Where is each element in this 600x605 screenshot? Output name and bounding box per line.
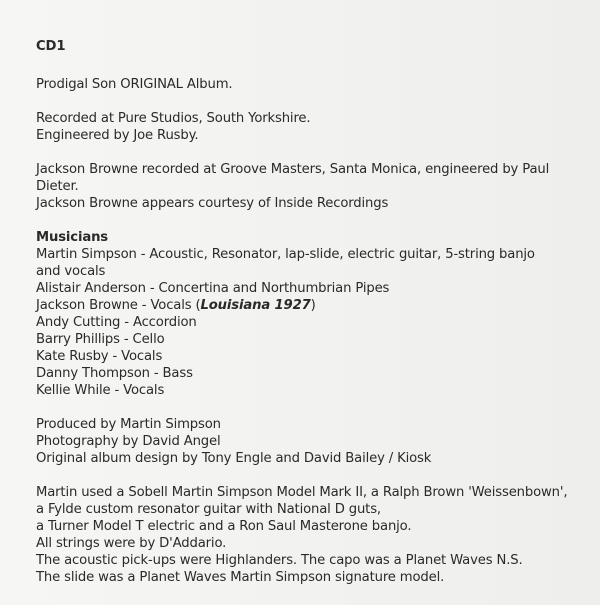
musician-martin-simpson-2: and vocals <box>36 264 106 279</box>
cd-label: CD1 <box>36 39 66 54</box>
musicians-heading: Musicians <box>36 230 109 245</box>
recording-studio: Recorded at Pure Studios, South Yorkshire. <box>36 111 311 126</box>
musician-kate-rusby: Kate Rusby - Vocals <box>36 349 163 364</box>
equipment-line-3: a Turner Model T electric and a Ron Saul Masterone banjo. <box>36 519 412 534</box>
equipment-line-5: The acoustic pick-ups were Highlanders. The capo was a Planet Waves N.S. <box>36 553 523 568</box>
musician-jackson-browne <box>36 297 576 314</box>
musician-andy-cutting: Andy Cutting - Accordion <box>36 315 197 330</box>
equipment-line-2: a Fylde custom resonator guitar with National D guts, <box>36 502 381 517</box>
producer-credit: Produced by Martin Simpson <box>36 417 221 432</box>
guest-recording-line-1: Jackson Browne recorded at Groove Masters, Santa Monica, engineered by Paul <box>36 162 550 177</box>
album-line: Prodigal Son ORIGINAL Album. <box>36 77 233 92</box>
recording-engineer: Engineered by Joe Rusby. <box>36 128 199 143</box>
equipment-line-1: Martin used a Sobell Martin Simpson Model Mark II, a Ralph Brown 'Weissenbown', <box>36 485 568 500</box>
design-credit: Original album design by Tony Engle and David Bailey / Kiosk <box>36 451 432 466</box>
equipment-line-4: All strings were by D'Addario. <box>36 536 227 551</box>
musician-kellie-while: Kellie While - Vocals <box>36 383 165 398</box>
track-title: Louisiana 1927 <box>200 298 311 313</box>
liner-notes <box>36 38 576 586</box>
photography-credit: Photography by David Angel <box>36 434 221 449</box>
musician-barry-phillips: Barry Phillips - Cello <box>36 332 165 347</box>
musician-martin-simpson-1: Martin Simpson - Acoustic, Resonator, lap-slide, electric guitar, 5-string banjo <box>36 247 535 262</box>
musician-danny-thompson: Danny Thompson - Bass <box>36 366 193 381</box>
guest-recording-line-2: Dieter. <box>36 179 79 194</box>
jackson-browne-credit: Jackson Browne - Vocals ( <box>36 298 201 313</box>
jackson-browne-credit-close: ) <box>310 298 316 313</box>
musician-alistair-anderson: Alistair Anderson - Concertina and Northumbrian Pipes <box>36 281 390 296</box>
guest-courtesy: Jackson Browne appears courtesy of Inside Recordings <box>36 196 389 211</box>
equipment-line-6: The slide was a Planet Waves Martin Simpson signature model. <box>36 570 445 585</box>
